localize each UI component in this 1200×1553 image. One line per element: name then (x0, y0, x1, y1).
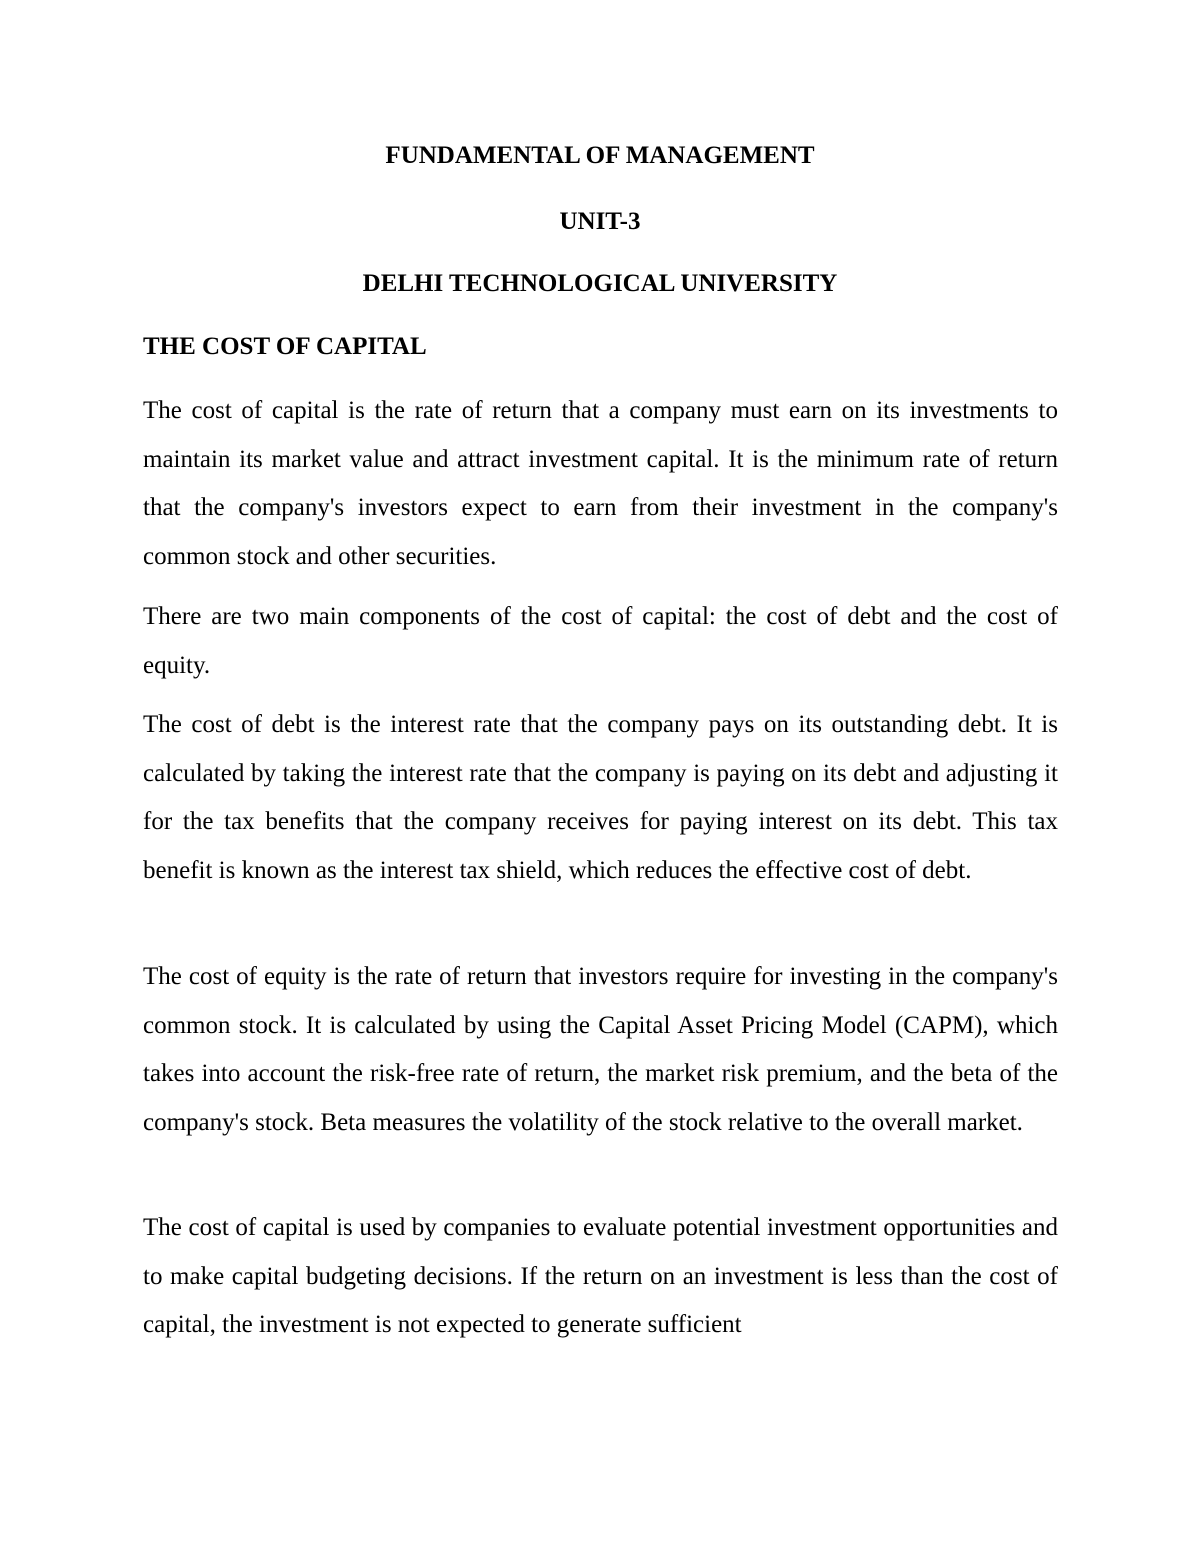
paragraph-components: There are two main components of the cost of capital: the cost of debt and the cost of equity. (143, 603, 1058, 679)
section-heading: THE COST OF CAPITAL (143, 333, 427, 360)
paragraph-definition: The cost of capital is the rate of return that a company must earn on its investments to maintain its market value and attract investment capital. It is the minimum rate of return that the company's investors expect to earn from their investment in the company's common stock and other securities. (143, 397, 1058, 570)
paragraph-usage: The cost of capital is used by companies to evaluate potential investment opportunities and to make capital budgeting decisions. If the return on an investment is less than the cost of capital, the investment is not expected to generate sufficient (143, 1214, 1058, 1338)
unit-label: UNIT-3 (559, 208, 641, 235)
university-name: DELHI TECHNOLOGICAL UNIVERSITY (362, 270, 838, 297)
paragraph-cost-of-equity: The cost of equity is the rate of return that investors require for investing in the company's common stock. It is calculated by using the Capital Asset Pricing Model (CAPM), which takes into account the risk-free rate of return, the market risk premium, and the beta of the company's stock. Beta measures the volatility of the stock relative to the overall market. (143, 963, 1058, 1136)
paragraph-cost-of-debt: The cost of debt is the interest rate that the company pays on its outstanding debt. It is calculated by taking the interest rate that the company is paying on its debt and adjusting it for the tax benefits that the company receives for paying interest on its debt. This tax benefit is known as the interest tax shield, which reduces the effective cost of debt. (143, 711, 1058, 884)
course-title: FUNDAMENTAL OF MANAGEMENT (385, 142, 815, 169)
